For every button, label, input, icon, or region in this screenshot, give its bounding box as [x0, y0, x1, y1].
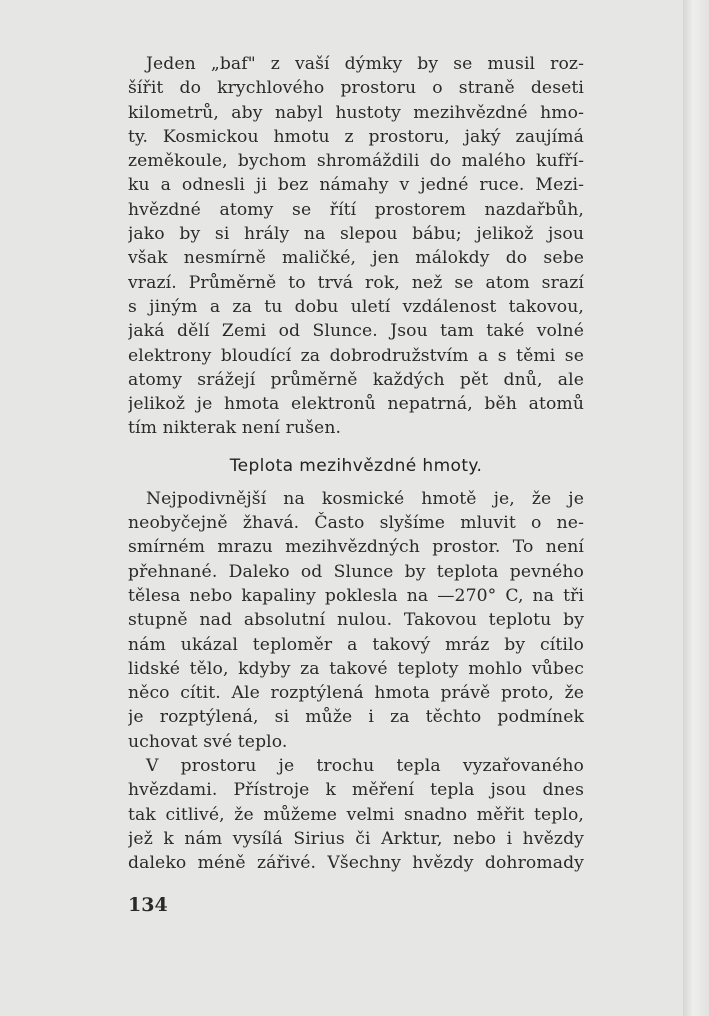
text-line: hvězdné atomy se řítí prostorem nazdařbůh, — [128, 199, 584, 220]
text-line: neobyčejně žhavá. Často slyšíme mluvit o ne- — [128, 513, 584, 534]
text-line: vrazí. Průměrně to trvá rok, než se atom srazí — [128, 272, 584, 293]
section-heading: Teplota mezihvězdné hmoty. — [229, 455, 483, 476]
paragraph-2 — [128, 487, 584, 754]
text-line: jež k nám vysílá Sirius či Arktur, nebo i hvězdy — [128, 828, 584, 849]
text-line: uchovat své teplo. — [128, 731, 288, 752]
text-line: však nesmírně maličké, jen málokdy do sebe — [128, 248, 584, 269]
text-line: stupně nad absolutní nulou. Takovou teplotu by — [128, 610, 584, 631]
text-line: s jiným a za tu dobu uletí vzdálenost takovou, — [128, 296, 584, 317]
text-line: nám ukázal teploměr a takový mráz by cítilo — [128, 634, 584, 655]
page-number: 134 — [128, 893, 168, 916]
text-line: přehnané. Daleko od Slunce by teplota pevného — [128, 561, 584, 582]
text-line: lidské tělo, kdyby za takové teploty mohlo vůbec — [128, 658, 584, 679]
text-line: něco cítit. Ale rozptýlená hmota právě proto, že — [128, 683, 584, 704]
text-line: jako by si hrály na slepou bábu; jelikož jsou — [128, 224, 584, 245]
text-line: ku a odnesli ji bez námahy v jedné ruce. Mezi- — [128, 175, 584, 196]
text-line: atomy srážejí průměrně každých pět dnů, ale — [128, 369, 584, 390]
text-line: jelikož je hmota elektronů nepatrná, běh atomů — [128, 394, 584, 415]
text-line: jaká dělí Zemi od Slunce. Jsou tam také volné — [128, 321, 584, 342]
text-line: kilometrů, aby nabyl hustoty mezihvězdné hmo- — [128, 102, 584, 123]
text-line: ty. Kosmickou hmotu z prostoru, jaký zaujímá — [128, 126, 584, 147]
text-line: elektrony bloudící za dobrodružstvím a s těmi se — [128, 345, 584, 366]
text-line: tělesa nebo kapaliny poklesla na —270° C, na tři — [128, 585, 584, 606]
text-line: tak citlivé, že můžeme velmi snadno měřit teplo, — [128, 804, 584, 825]
text-line: tím nikterak není rušen. — [128, 418, 342, 439]
paragraph-1 — [128, 52, 584, 441]
text-line: zeměkoule, bychom shromáždili do malého kufří- — [128, 151, 584, 172]
text-line: V prostoru je trochu tepla vyzařovaného — [146, 756, 584, 777]
text-line: smírném mrazu mezihvězdných prostor. To není — [128, 537, 584, 558]
text-line: Nejpodivnější na kosmické hmotě je, že je — [146, 488, 584, 509]
page-edge — [683, 0, 709, 1016]
text-line: Jeden „baf" z vaší dýmky by se musil roz- — [146, 54, 584, 74]
text-line: daleko méně zářivé. Všechny hvězdy dohromady — [128, 853, 584, 874]
text-line: šířit do krychlového prostoru o straně deseti — [128, 78, 584, 99]
text-line: hvězdami. Přístroje k měření tepla jsou dnes — [128, 780, 584, 801]
text-line: je rozptýlená, si může i za těchto podmínek — [128, 707, 584, 728]
paragraph-3 — [128, 754, 584, 875]
book-page — [128, 52, 584, 916]
